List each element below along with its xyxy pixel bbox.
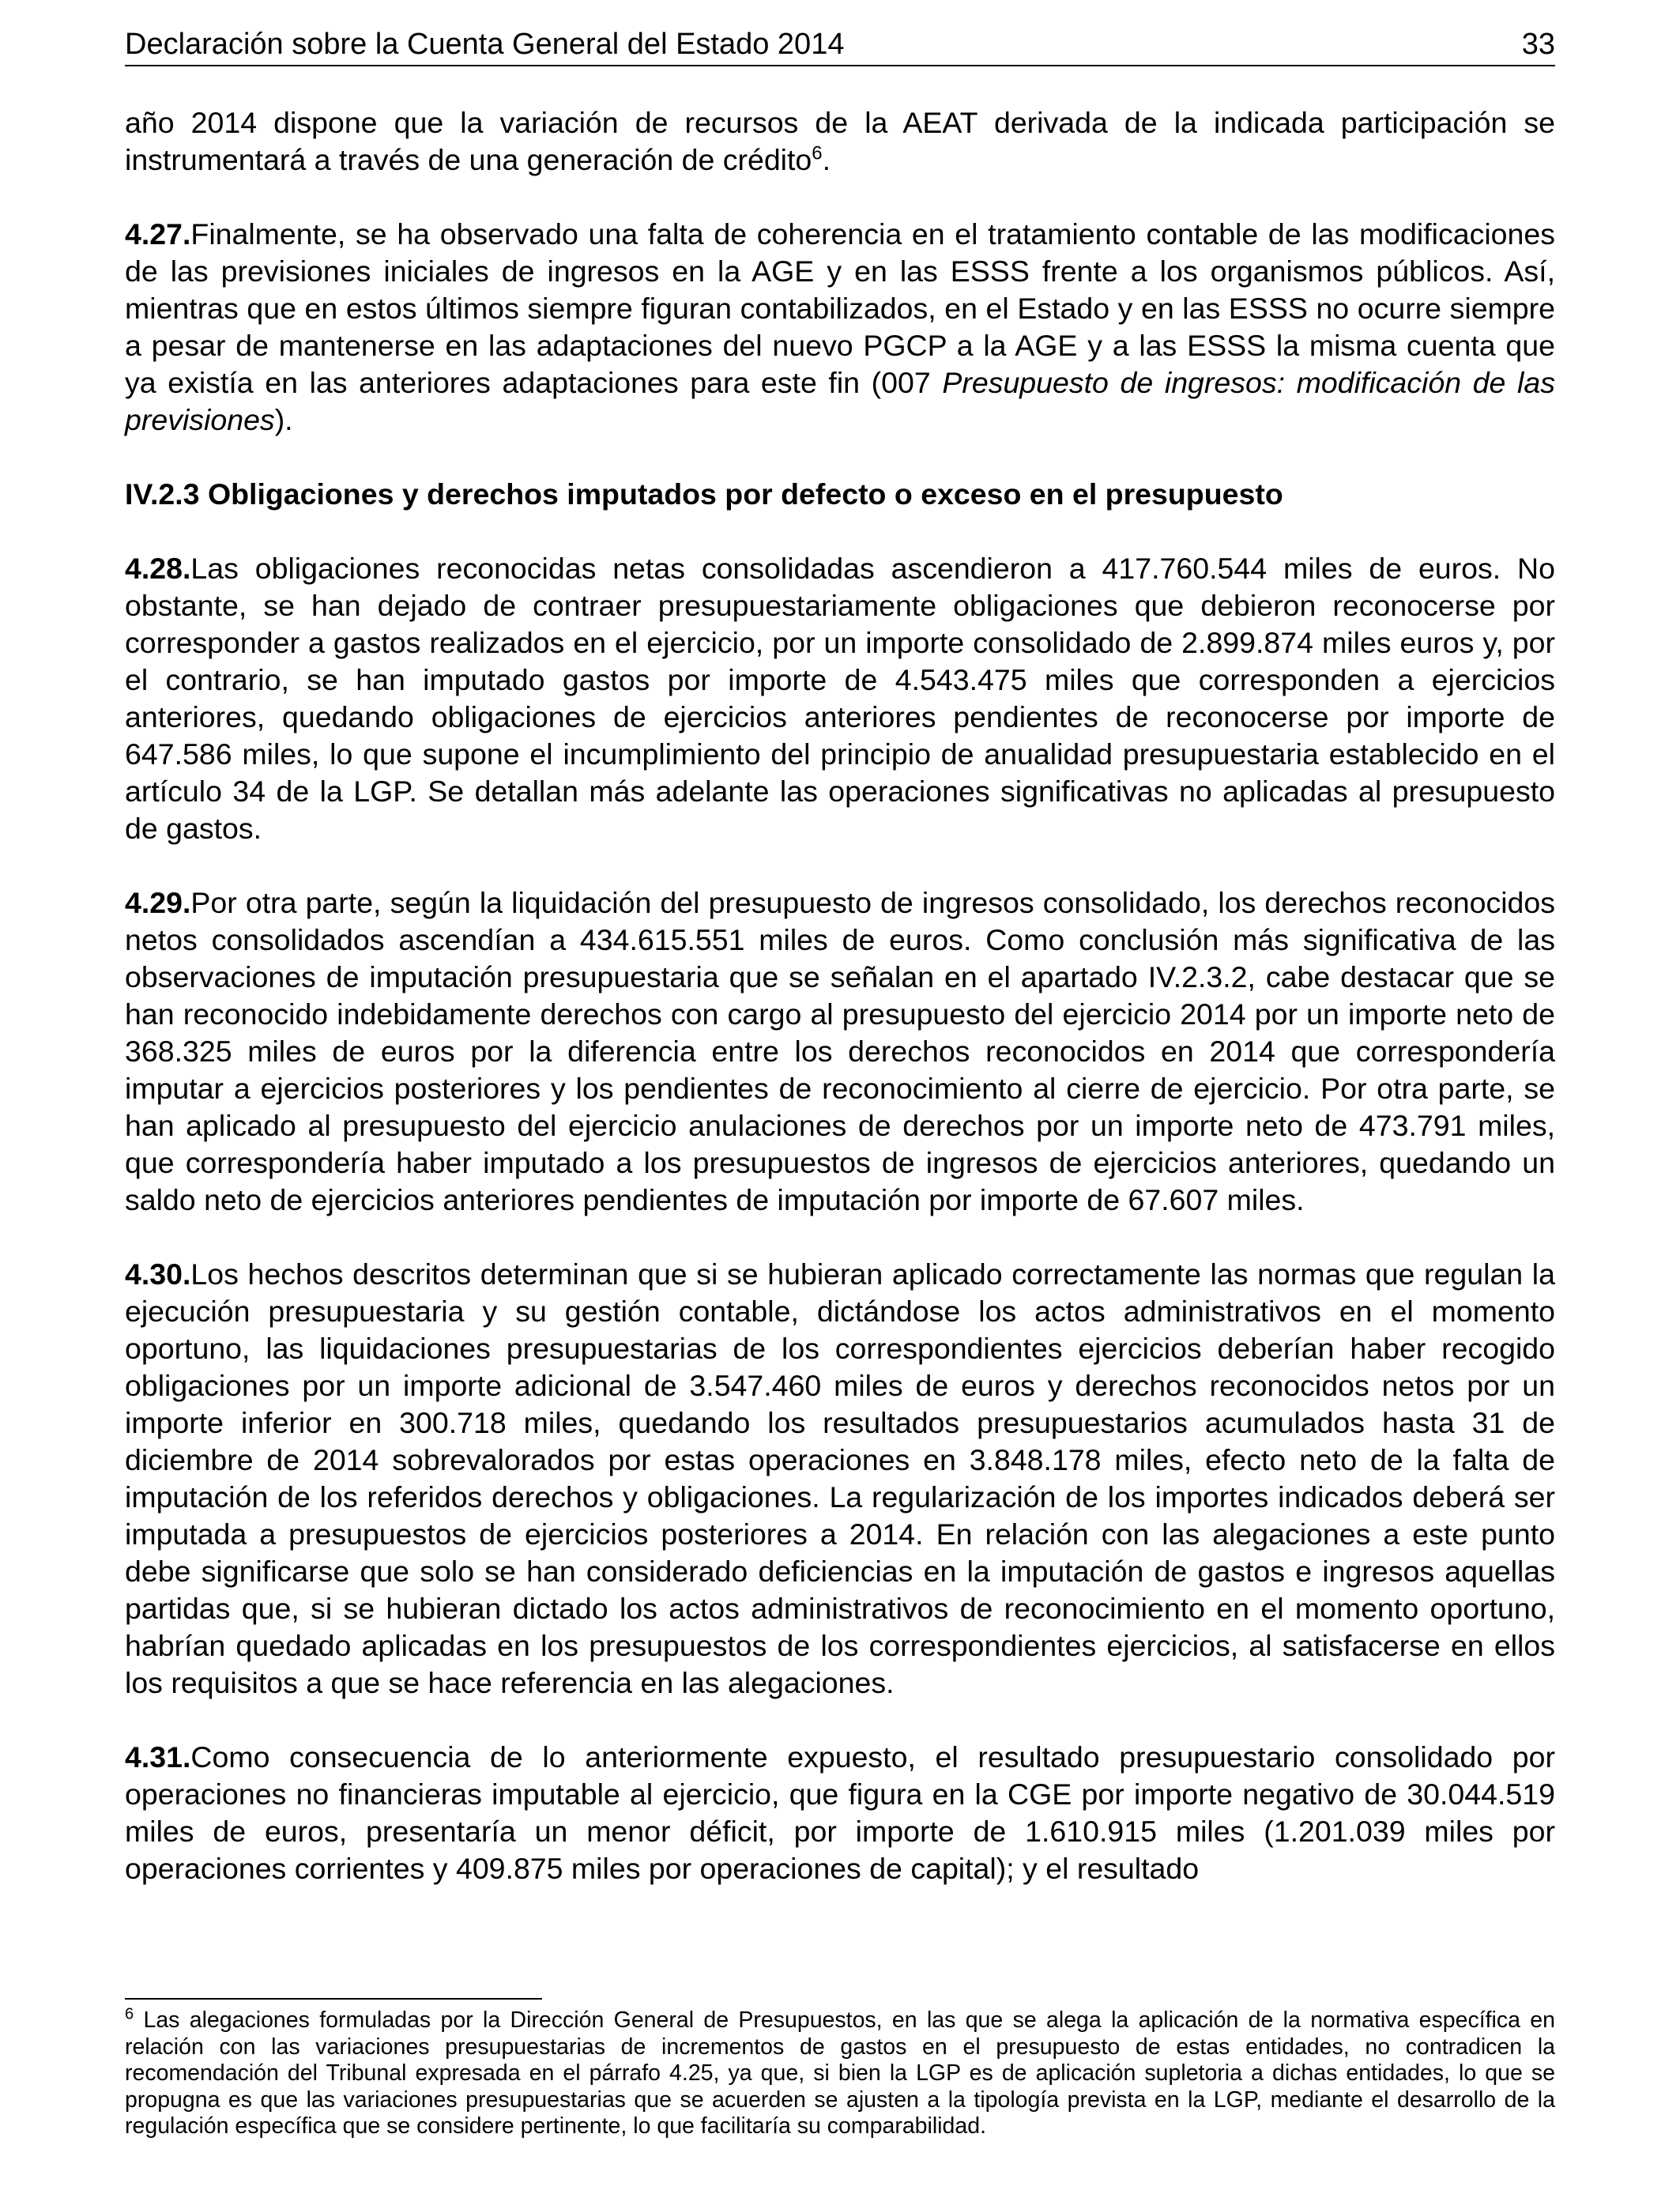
paragraph-4-27 xyxy=(125,216,1555,439)
paragraph-text: Por otra parte, según la liquidación del presupuesto de ingresos consolidado, los derechos reconocidos netos consolidados ascendían a 434.615.551 miles de euros. Como conclusión más significativa de las observaciones de imputación presupuestaria que se señalan en el apartado IV.2.3.2, cabe destacar que se han reconocido indebidamente derechos con cargo al presupuesto del ejercicio 2014 por un importe neto de 368.325 miles de euros por la diferencia entre los derechos reconocidos en 2014 que correspondería imputar a ejercicios posteriores y los pendientes de reconocimiento al cierre de ejercicio. Por otra parte, se han aplicado al presupuesto del ejercicio anulaciones de derechos por un importe neto de 473.791 miles, que correspondería haber imputado a los presupuestos de ingresos de ejercicios anteriores, quedando un saldo neto de ejercicios anteriores pendientes de imputación por importe de 67.607 miles. xyxy=(125,886,1555,1216)
header-title: Declaración sobre la Cuenta General del Estado 2014 xyxy=(125,28,845,61)
paragraph-text: Como consecuencia de lo anteriormente expuesto, el resultado presupuestario consolidado por operaciones no financieras imputable al ejercicio, que figura en la CGE por importe negativo de 30.044.519 miles de euros, presentaría un menor déficit, por importe de 1.610.915 miles (1.201.039 miles por operaciones corrientes y 409.875 miles por operaciones de capital); y el resultado xyxy=(125,1740,1555,1885)
paragraph-number: 4.28. xyxy=(125,552,191,585)
paragraph-text: Los hechos descritos determinan que si se hubieran aplicado correctamente las normas que regulan la ejecución presupuestaria y su gestión contable, dictándose los actos administrativos en el momento oportuno, las liquidaciones presupuestarias de los correspondientes ejercicios deberían haber recogido obligaciones por un importe adicional de 3.547.460 miles de euros y derechos reconocidos netos por un importe inferior en 300.718 miles, quedando los resultados presupuestarios acumulados hasta 31 de diciembre de 2014 sobrevalorados por estas operaciones en 3.848.178 miles, efecto neto de la falta de imputación de los referidos derechos y obligaciones. La regularización de los importes indicados deberá ser imputada a presupuestos de ejercicios posteriores a 2014. En relación con las alegaciones a este punto debe significarse que solo se han considerado deficiencias en la imputación de gastos e ingresos aquellas partidas que, si se hubieran dictado los actos administrativos de reconocimiento en el momento oportuno, habrían quedado aplicadas en los presupuestos de los correspondientes ejercicios, al satisfacerse en ellos los requisitos a que se hace referencia en las alegaciones. xyxy=(125,1257,1555,1699)
footnote xyxy=(125,2007,1555,2140)
paragraph-text: Las obligaciones reconocidas netas consolidadas ascendieron a 417.760.544 miles de euros. No obstante, se han dejado de contraer presupuestariamente obligaciones que debieron reconocerse por corresponder a gastos realizados en el ejercicio, por un importe consolidado de 2.899.874 miles euros y, por el contrario, se han imputado gastos por importe de 4.543.475 miles que corresponden a ejercicios anteriores, quedando obligaciones de ejercicios anteriores pendientes de reconocerse por importe de 647.586 miles, lo que supone el incumplimiento del principio de anualidad presupuestaria establecido en el artículo 34 de la LGP. Se detallan más adelante las operaciones significativas no aplicadas al presupuesto de gastos. xyxy=(125,552,1555,845)
document-body xyxy=(125,104,1555,1924)
paragraph-number: 4.27. xyxy=(125,217,191,251)
paragraph-4-28 xyxy=(125,550,1555,847)
paragraph-number: 4.30. xyxy=(125,1257,191,1291)
paragraph-number: 4.31. xyxy=(125,1740,191,1774)
page-number: 33 xyxy=(1521,28,1555,61)
paragraph-4-31 xyxy=(125,1739,1555,1887)
footnote-text: Las alegaciones formuladas por la Dirección General de Presupuestos, en las que se alega la aplicación de la normativa específica en relación con las variaciones presupuestarias de incrementos de gastos en el presupuesto de estas entidades, no contradicen la recomendación del Tribunal expresada en el párrafo 4.25, ya que, si bien la LGP es de aplicación supletoria a dichas entidades, lo que se propugna es que las variaciones presupuestarias que se acuerden se ajusten a la tipología prevista en la LGP, mediante el desarrollo de la regulación específica que se considere pertinente, lo que facilitaría su comparabilidad. xyxy=(125,2007,1556,2139)
paragraph-4-30 xyxy=(125,1256,1555,1702)
paragraph-text: Finalmente, se ha observado una falta de coherencia en el tratamiento contable de las modificaciones de las previsiones iniciales de ingresos en la AGE y en las ESSS frente a los organismos públicos. Así, mientras que en estos últimos siempre figuran contabilizados, en el Estado y en las ESSS no ocurre siempre a pesar de mantenerse en las adaptaciones del nuevo PGCP a la AGE y a las ESSS la misma cuenta que ya existía en las anteriores adaptaciones para este fin (007 xyxy=(125,217,1555,399)
paragraph-intro xyxy=(125,104,1555,179)
page-header xyxy=(125,24,1555,66)
footnote-separator xyxy=(125,1998,542,2000)
paragraph-text-end: ). xyxy=(274,403,293,436)
paragraph-number: 4.29. xyxy=(125,886,191,919)
paragraph-4-29 xyxy=(125,884,1555,1219)
paragraph-italic-text: Presupuesto de ingresos: modificación de las previsiones xyxy=(125,366,1555,436)
footnote-marker: 6 xyxy=(125,2005,134,2023)
section-heading: IV.2.3 Obligaciones y derechos imputados por defecto o exceso en el presupuesto xyxy=(125,477,1283,511)
intro-end: . xyxy=(822,143,831,176)
footnote-ref[interactable]: 6 xyxy=(812,142,823,164)
intro-text: año 2014 dispone que la variación de recursos de la AEAT derivada de la indicada participación se instrumentará a través de una generación de crédito xyxy=(125,106,1555,176)
